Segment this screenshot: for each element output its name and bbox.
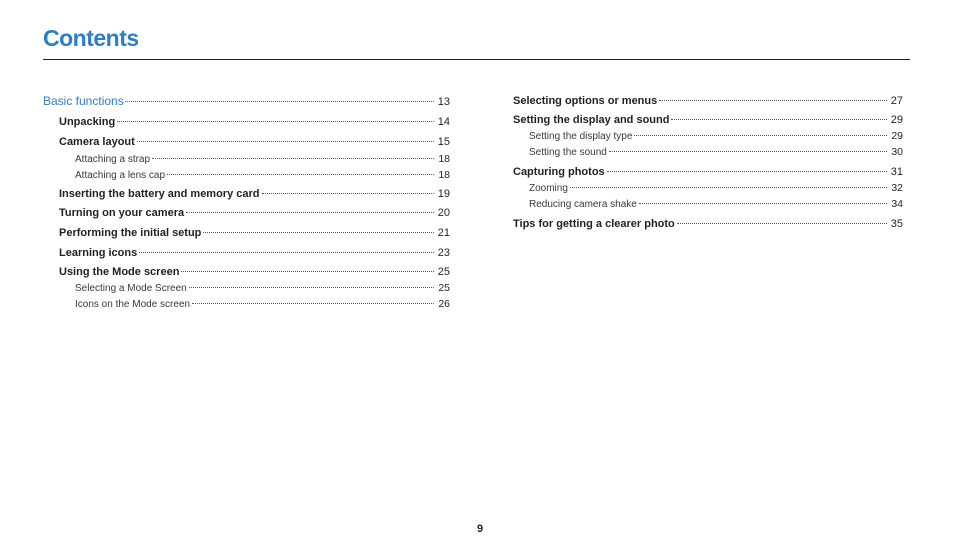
dot-leader bbox=[671, 119, 886, 120]
dot-leader bbox=[139, 252, 434, 253]
toc-label: Setting the sound bbox=[529, 147, 607, 158]
toc-label: Icons on the Mode screen bbox=[75, 299, 191, 310]
toc-section-basic-functions[interactable] bbox=[43, 93, 450, 110]
toc-subentry-attaching-a-strap[interactable] bbox=[43, 151, 450, 168]
dot-leader bbox=[659, 100, 887, 101]
toc-page-number: 30 bbox=[891, 146, 903, 158]
toc-entry-selecting-options[interactable] bbox=[513, 93, 903, 109]
toc-label: Using the Mode screen bbox=[59, 266, 180, 278]
toc-page-number: 29 bbox=[891, 130, 903, 142]
dot-leader bbox=[152, 158, 434, 159]
toc-label: Attaching a lens cap bbox=[75, 170, 166, 181]
toc-page-number: 27 bbox=[890, 95, 903, 107]
toc-page-number: 18 bbox=[438, 169, 450, 181]
toc-label: Learning icons bbox=[59, 247, 138, 259]
dot-leader bbox=[609, 151, 887, 152]
page-title: Contents bbox=[43, 25, 139, 51]
toc-label: Selecting options or menus bbox=[513, 95, 658, 107]
toc-page-number: 14 bbox=[437, 116, 450, 128]
toc-label: Setting the display type bbox=[529, 131, 633, 142]
dot-leader bbox=[181, 271, 433, 272]
dot-leader bbox=[167, 174, 434, 175]
dot-leader bbox=[192, 303, 434, 304]
toc-page-number: 34 bbox=[891, 198, 903, 210]
dot-leader bbox=[570, 187, 887, 188]
dot-leader bbox=[125, 101, 434, 102]
toc-entry-clearer-photo-tips[interactable] bbox=[513, 216, 903, 232]
dot-leader bbox=[607, 171, 887, 172]
toc-entry-camera-layout[interactable] bbox=[43, 134, 450, 150]
toc-label: Capturing photos bbox=[513, 166, 605, 178]
toc-entry-learning-icons[interactable] bbox=[43, 245, 450, 261]
toc-entry-inserting-battery[interactable] bbox=[43, 186, 450, 202]
toc-page-number: 15 bbox=[437, 136, 450, 148]
toc-label: Tips for getting a clearer photo bbox=[513, 218, 675, 230]
toc-page-number: 23 bbox=[437, 247, 450, 259]
toc-subentry-setting-sound[interactable] bbox=[513, 144, 903, 161]
toc-page-number: 19 bbox=[437, 188, 450, 200]
toc-label: Turning on your camera bbox=[59, 207, 185, 219]
dot-leader bbox=[203, 232, 433, 233]
toc-page-number: 18 bbox=[438, 153, 450, 165]
toc-label: Attaching a strap bbox=[75, 154, 151, 165]
toc-page-number: 25 bbox=[438, 282, 450, 294]
toc-label: Selecting a Mode Screen bbox=[75, 283, 187, 294]
dot-leader bbox=[117, 121, 434, 122]
toc-page-number: 29 bbox=[890, 114, 903, 126]
dot-leader bbox=[137, 141, 434, 142]
toc-subentry-reducing-shake[interactable] bbox=[513, 196, 903, 213]
dot-leader bbox=[262, 193, 434, 194]
toc-page-number: 35 bbox=[890, 218, 903, 230]
toc-page-number: 32 bbox=[891, 182, 903, 194]
toc-entry-capturing-photos[interactable] bbox=[513, 164, 903, 180]
toc-label: Unpacking bbox=[59, 116, 116, 128]
dot-leader bbox=[634, 135, 887, 136]
toc-subentry-zooming[interactable] bbox=[513, 180, 903, 197]
toc-entry-turning-on-camera[interactable] bbox=[43, 205, 450, 221]
dot-leader bbox=[186, 212, 434, 213]
toc-subentry-icons-on-mode-screen[interactable] bbox=[43, 296, 450, 313]
toc-label: Camera layout bbox=[59, 136, 135, 148]
toc-subentry-selecting-mode-screen[interactable] bbox=[43, 280, 450, 297]
toc-subentry-attaching-a-lens-cap[interactable] bbox=[43, 167, 450, 184]
toc-page-number: 13 bbox=[437, 96, 450, 108]
toc-page-number: 21 bbox=[437, 227, 450, 239]
toc-entry-unpacking[interactable] bbox=[43, 114, 450, 130]
dot-leader bbox=[189, 287, 434, 288]
footer-page-number: 9 bbox=[476, 523, 484, 535]
title-divider bbox=[43, 59, 910, 60]
dot-leader bbox=[639, 203, 887, 204]
toc-entry-using-mode-screen[interactable] bbox=[43, 264, 450, 280]
toc-label: Performing the initial setup bbox=[59, 227, 202, 239]
dot-leader bbox=[677, 223, 887, 224]
toc-label: Inserting the battery and memory card bbox=[59, 188, 260, 200]
toc-label: Reducing camera shake bbox=[529, 199, 637, 210]
toc-page-number: 31 bbox=[890, 166, 903, 178]
toc-page-number: 25 bbox=[437, 266, 450, 278]
toc-entry-initial-setup[interactable] bbox=[43, 225, 450, 241]
toc-label: Setting the display and sound bbox=[513, 114, 670, 126]
toc-page-number: 26 bbox=[438, 298, 450, 310]
toc-entry-display-and-sound[interactable] bbox=[513, 112, 903, 128]
toc-label: Zooming bbox=[529, 183, 568, 194]
toc-subentry-display-type[interactable] bbox=[513, 128, 903, 145]
toc-page-number: 20 bbox=[437, 207, 450, 219]
toc-label: Basic functions bbox=[43, 94, 124, 108]
